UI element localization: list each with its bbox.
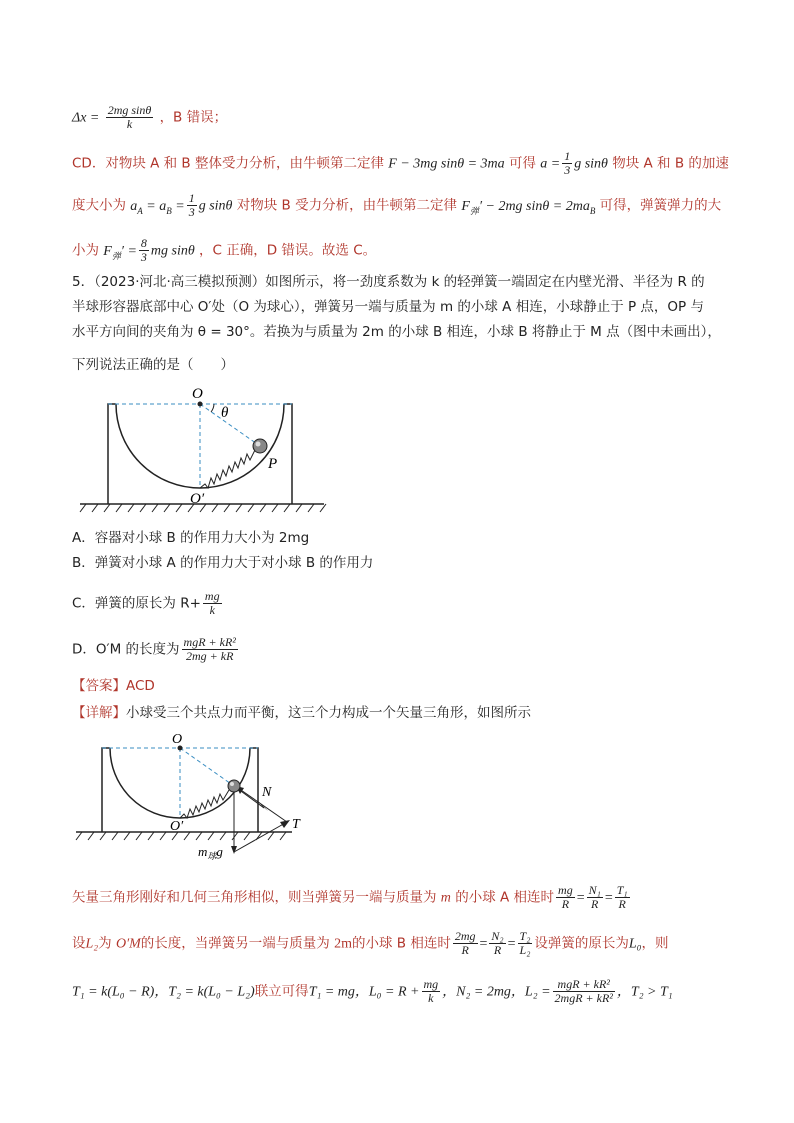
label-o-prime: O′ [190, 491, 205, 507]
fraction: $\frac{2mg}{R}$ [454, 929, 476, 957]
fraction: $\frac{\text{T₁}}{R}$ [616, 883, 628, 911]
answer-line: 【答案】ACD [72, 678, 155, 694]
fraction: $\frac{1}{3}$ [188, 191, 195, 219]
fraction: $\frac{\text{N₁}}{R}$ [588, 883, 601, 911]
question-5-line-2: 半球形容器底部中心 O′处（O 为球心），弹簧另一端与质量为 m 的小球 A 相连，小球静止于 P 点，OP 与 [72, 299, 704, 315]
label-n: N [262, 785, 272, 800]
solution-line-4: 小为 $F_弹'$ = $\frac{8}{3}$ mg sinθ ，C 正确，D 错误。故选 C。 [72, 236, 377, 264]
eq-delta-x: Δx = [72, 110, 100, 126]
label-t: T [292, 817, 300, 832]
label-o-prime: O′ [170, 819, 184, 834]
option-d: D．O′M 的长度为 $\frac{\text{mgR + kR²}}{2mg + kR}$ [72, 635, 236, 663]
fraction: $\frac{mg}{k}$ [204, 589, 220, 617]
detail-line: 【详解】小球受三个共点力而平衡，这三个力构成一个矢量三角形，如图所示 [72, 705, 531, 721]
fraction: $\frac{\text{mgR + kR²}}{\text{2mgR + kR²}}$ [554, 977, 613, 1005]
solution-line-3: 度大小为 $a_A = a_B$ = $\frac{1}{3}$ g sinθ 对物块 B 受力分析，由牛顿第二定律 $F_弹' - 2mg$ $\sin\theta = 2ma_B$ 可得，弹簧弹力的大 [72, 191, 722, 219]
solution-line-1: Δx = $\frac{\text{2mg sinθ}}{k}$ ，B 错误； [72, 103, 228, 131]
fraction: $\frac{mg}{k}$ [423, 977, 439, 1005]
label-theta: θ [221, 405, 229, 421]
option-a: A．容器对小球 B 的作用力大小为 2mg [72, 530, 310, 546]
option-b: B．弹簧对小球 A 的作用力大于对小球 B 的作用力 [72, 555, 374, 571]
solution-similar-line: 矢量三角形刚好和几何三角形相似，则当弹簧另一端与质量为 m 的小球 A 相连时 $\frac{mg}{R}$ = $\frac{\text{N₁}}{R}$ = $\frac{\text{T₁}}{R}$ [72, 883, 628, 911]
fraction: $\frac{mg}{R}$ [558, 883, 573, 911]
label-p: P [268, 456, 278, 472]
fraction: $\frac{\text{mgR + kR²}}{2mg + kR}$ [183, 635, 236, 663]
fraction: $\frac{\text{T₂}}{\text{L₂}}$ [519, 929, 531, 957]
fraction: $\frac{\text{2mg sinθ}}{k}$ [107, 103, 152, 131]
label-o: O [172, 732, 183, 747]
option-c: C．弹簧的原长为 R+ $\frac{mg}{k}$ [72, 589, 220, 617]
figure-hemisphere-1 [72, 380, 332, 520]
solution-line-2: CD．对物块 A 和 B 整体受力分析，由牛顿第二定律 F − 3mg sinθ = 3ma 可得 a = $\frac{1}{3}$ g sinθ 物块 A 和 B 的加速 [72, 149, 729, 177]
question-5-line-1: 5．（2023·河北·高三模拟预测）如图所示，将一劲度系数为 k 的轻弹簧一端固定在内壁光滑、半径为 R 的 [72, 274, 705, 290]
fraction: $\frac{\text{N₂}}{R}$ [491, 929, 504, 957]
fraction: $\frac{1}{3}$ [564, 149, 571, 177]
question-5-line-4: 下列说法正确的是（ ） [72, 357, 234, 373]
label-mg: $m_球g$ [198, 844, 223, 861]
solution-result-line: T₁ = k(L₀ − R)，T₂ = k(L₀ − L₂)联立可得T₁ = mg，L₀ = R + $\frac{mg}{k}$ ，N₂ = 2mg，L₂ = $\frac{\text{mgR + kR²}}{\text{2mgR + kR²}}$ ，T₂ > T₁ [72, 977, 673, 1005]
solution-length-line: 设L₂为 O′M的长度，当弹簧另一端与质量为 2m的小球 B 相连时 $\frac{2mg}{R}$ = $\frac{\text{N₂}}{R}$ = $\frac{\text{T₂}}{\text{L₂}}$ 设弹簧的原长为L₀，则 [72, 929, 669, 957]
label-o: O [192, 386, 203, 402]
fraction: $\frac{8}{3}$ [140, 236, 147, 264]
figure-hemisphere-2 [72, 730, 332, 865]
question-5-line-3: 水平方向间的夹角为 θ = 30°。若换为与质量为 2m 的小球 B 相连，小球 B 将静止于 M 点（图中未画出）， [72, 324, 721, 340]
